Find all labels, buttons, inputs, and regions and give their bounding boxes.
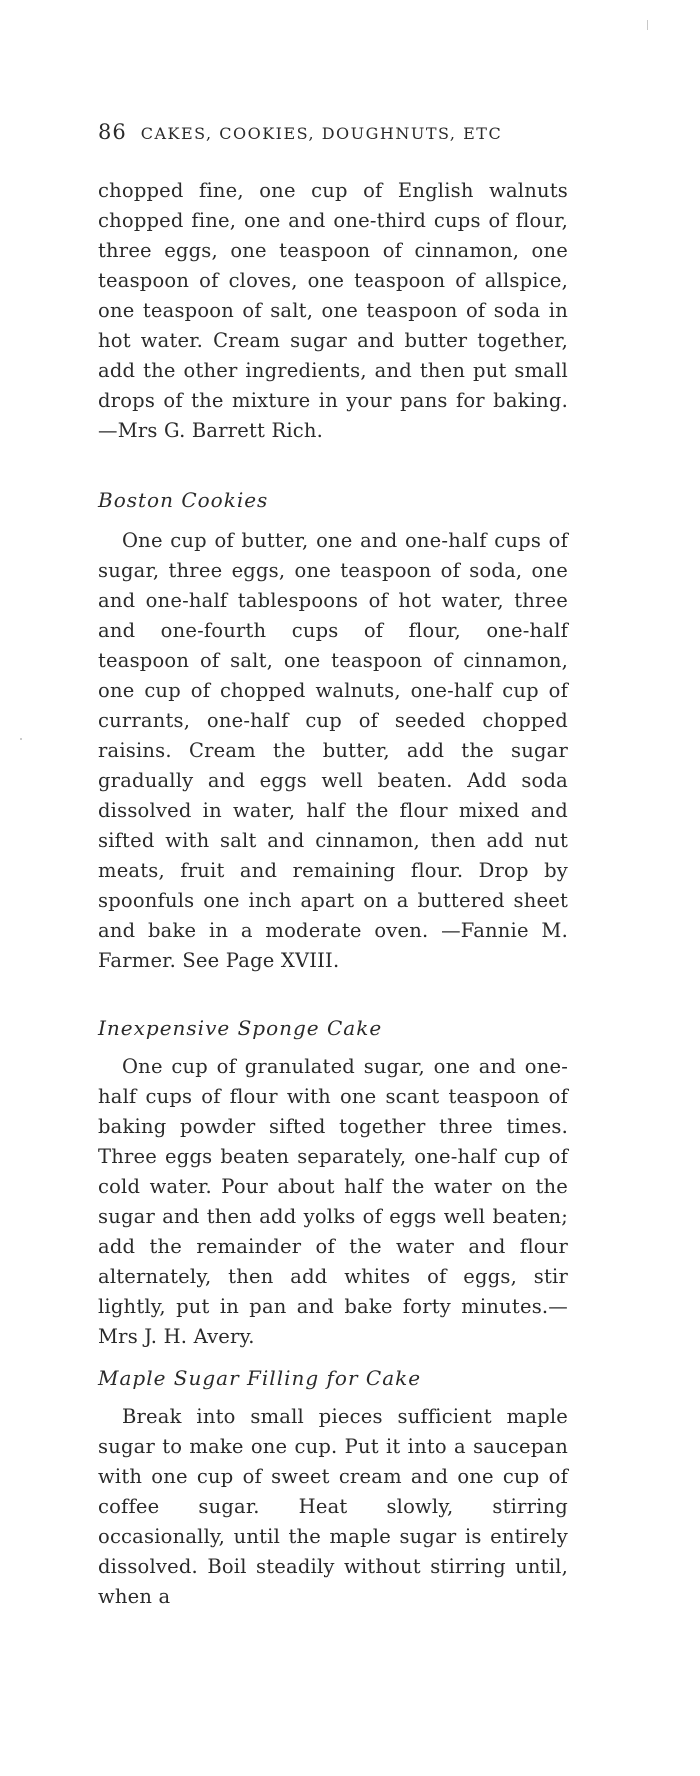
recipe-continuation-text: chopped fine, one cup of English walnuts chopped fine, one and one-third cups of flour, three eggs, one teaspoon of cinnamon, one teaspoon of cloves, one teaspoon of allspice, one teaspoon of salt, one teaspoon of soda in hot water. Cream sugar and butter together, add the other ingredients, and then put small drops of the mixture in your pans for baking.—Mrs G. Barrett Rich. <box>98 179 568 442</box>
recipe-body-maple-sugar-filling: Break into small pieces sufficient maple sugar to make one cup. Put it into a saucepan with one cup of sweet cream and one cup of coffee sugar. Heat slowly, stirring occasionally, until the maple sugar is entirely dissolved. Boil steadily without stirring until, when a <box>98 1405 568 1608</box>
recipe-title-sponge-cake: Inexpensive Sponge Cake <box>98 1016 383 1040</box>
page-header <box>98 120 578 160</box>
recipe-body-sponge-cake: One cup of granulated sugar, one and one-half cups of flour with one scant teaspoon of baking powder sifted together three times. Three eggs beaten separately, one-half cup of cold water. Pour about half the water on the sugar and then add yolks of eggs well beaten; add the remainder of the water and flour alternately, then add whites of eggs, stir lightly, put in pan and bake forty minutes.—Mrs J. H. Avery. <box>98 1055 568 1348</box>
page-mark-dot <box>20 738 22 740</box>
recipe-title-maple-sugar-filling: Maple Sugar Filling for Cake <box>98 1366 422 1390</box>
recipe-body-boston-cookies: One cup of butter, one and one-half cups of sugar, three eggs, one teaspoon of soda, one and one-half tablespoons of hot water, three and one-fourth cups of flour, one-half teaspoon of salt, one teaspoon of cinnamon, one cup of chopped walnuts, one-half cup of currants, one-half cup of seeded chopped raisins. Cream the butter, add the sugar gradually and eggs well beaten. Add soda dissolved in water, half the flour mixed and sifted with salt and cinnamon, then add nut meats, fruit and remaining flour. Drop by spoonfuls one inch apart on a buttered sheet and bake in a moderate oven. —Fannie M. Farmer. See Page XVIII. <box>98 529 568 972</box>
page-number: 86 <box>98 120 127 144</box>
recipe-title-boston-cookies: Boston Cookies <box>98 488 269 512</box>
page-mark-scratch <box>647 20 648 30</box>
running-head: CAKES, COOKIES, DOUGHNUTS, ETC <box>140 124 503 143</box>
